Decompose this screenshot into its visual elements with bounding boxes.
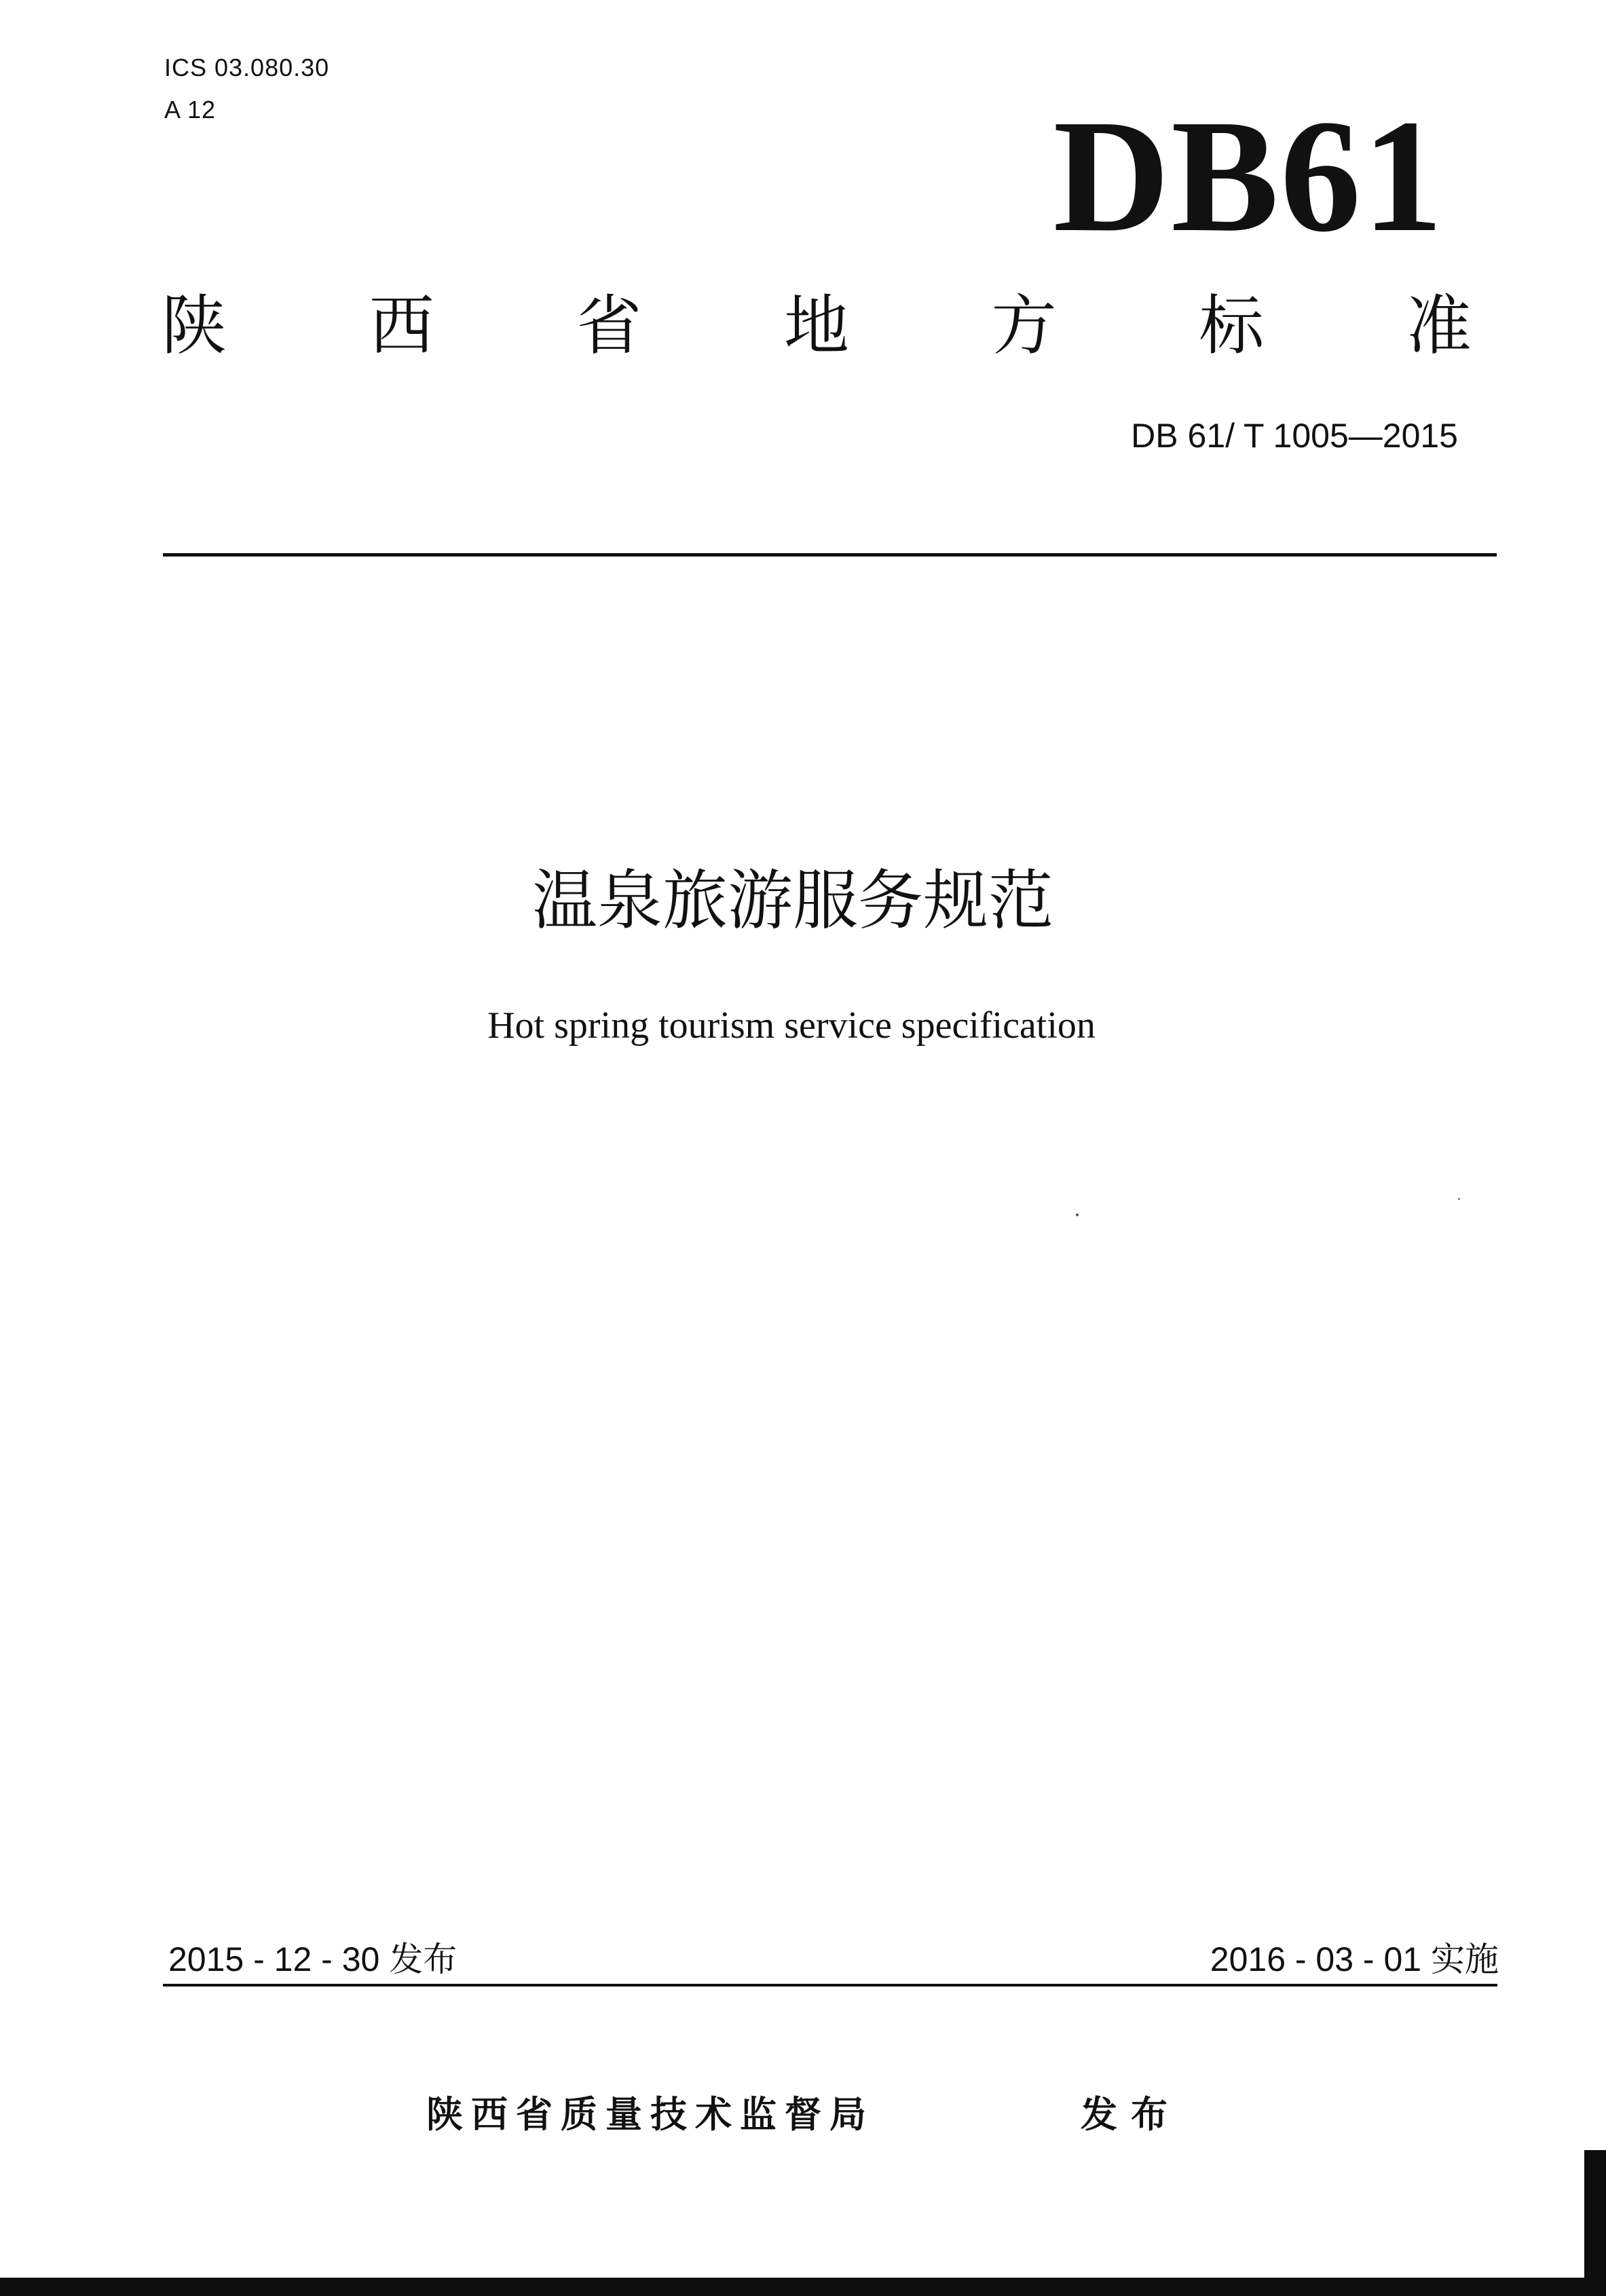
ics-code: ICS 03.080.30 (164, 54, 330, 81)
publish-date: 2015 - 12 - 30 发布 (168, 1940, 457, 1978)
standard-type-char: 地 (783, 288, 849, 364)
ccs-code: A 12 (164, 96, 217, 124)
title-chinese-block (0, 857, 1606, 945)
standard-type-char: 标 (1199, 288, 1265, 364)
issue-label: 发布 (1081, 2093, 1181, 2136)
standard-type-heading (162, 285, 1472, 366)
issuing-authority: 陕西省质量技术监督局 (426, 2093, 874, 2136)
standard-type-char: 省 (576, 288, 642, 364)
standard-number: DB 61/ T 1005—2015 (1131, 417, 1458, 455)
standard-type-char: 准 (1406, 288, 1472, 364)
scan-edge-bottom (0, 2278, 1606, 2296)
scan-edge-right (1584, 2150, 1606, 2296)
standard-type-char: 西 (369, 288, 434, 364)
title-english: Hot spring tourism service specification (487, 1004, 1096, 1047)
scan-speck (1458, 1198, 1460, 1200)
standard-type-char: 方 (991, 288, 1057, 364)
title-english-block (0, 1002, 1606, 1049)
bottom-divider (163, 1984, 1497, 1987)
effective-date: 2016 - 03 - 01 实施 (1210, 1940, 1499, 1978)
top-divider (163, 553, 1497, 557)
db-logo: DB61 (1053, 87, 1444, 265)
standard-type-char: 陕 (162, 288, 227, 364)
scan-speck (1076, 1213, 1079, 1216)
title-chinese: 温泉旅游服务规范 (532, 863, 1053, 939)
